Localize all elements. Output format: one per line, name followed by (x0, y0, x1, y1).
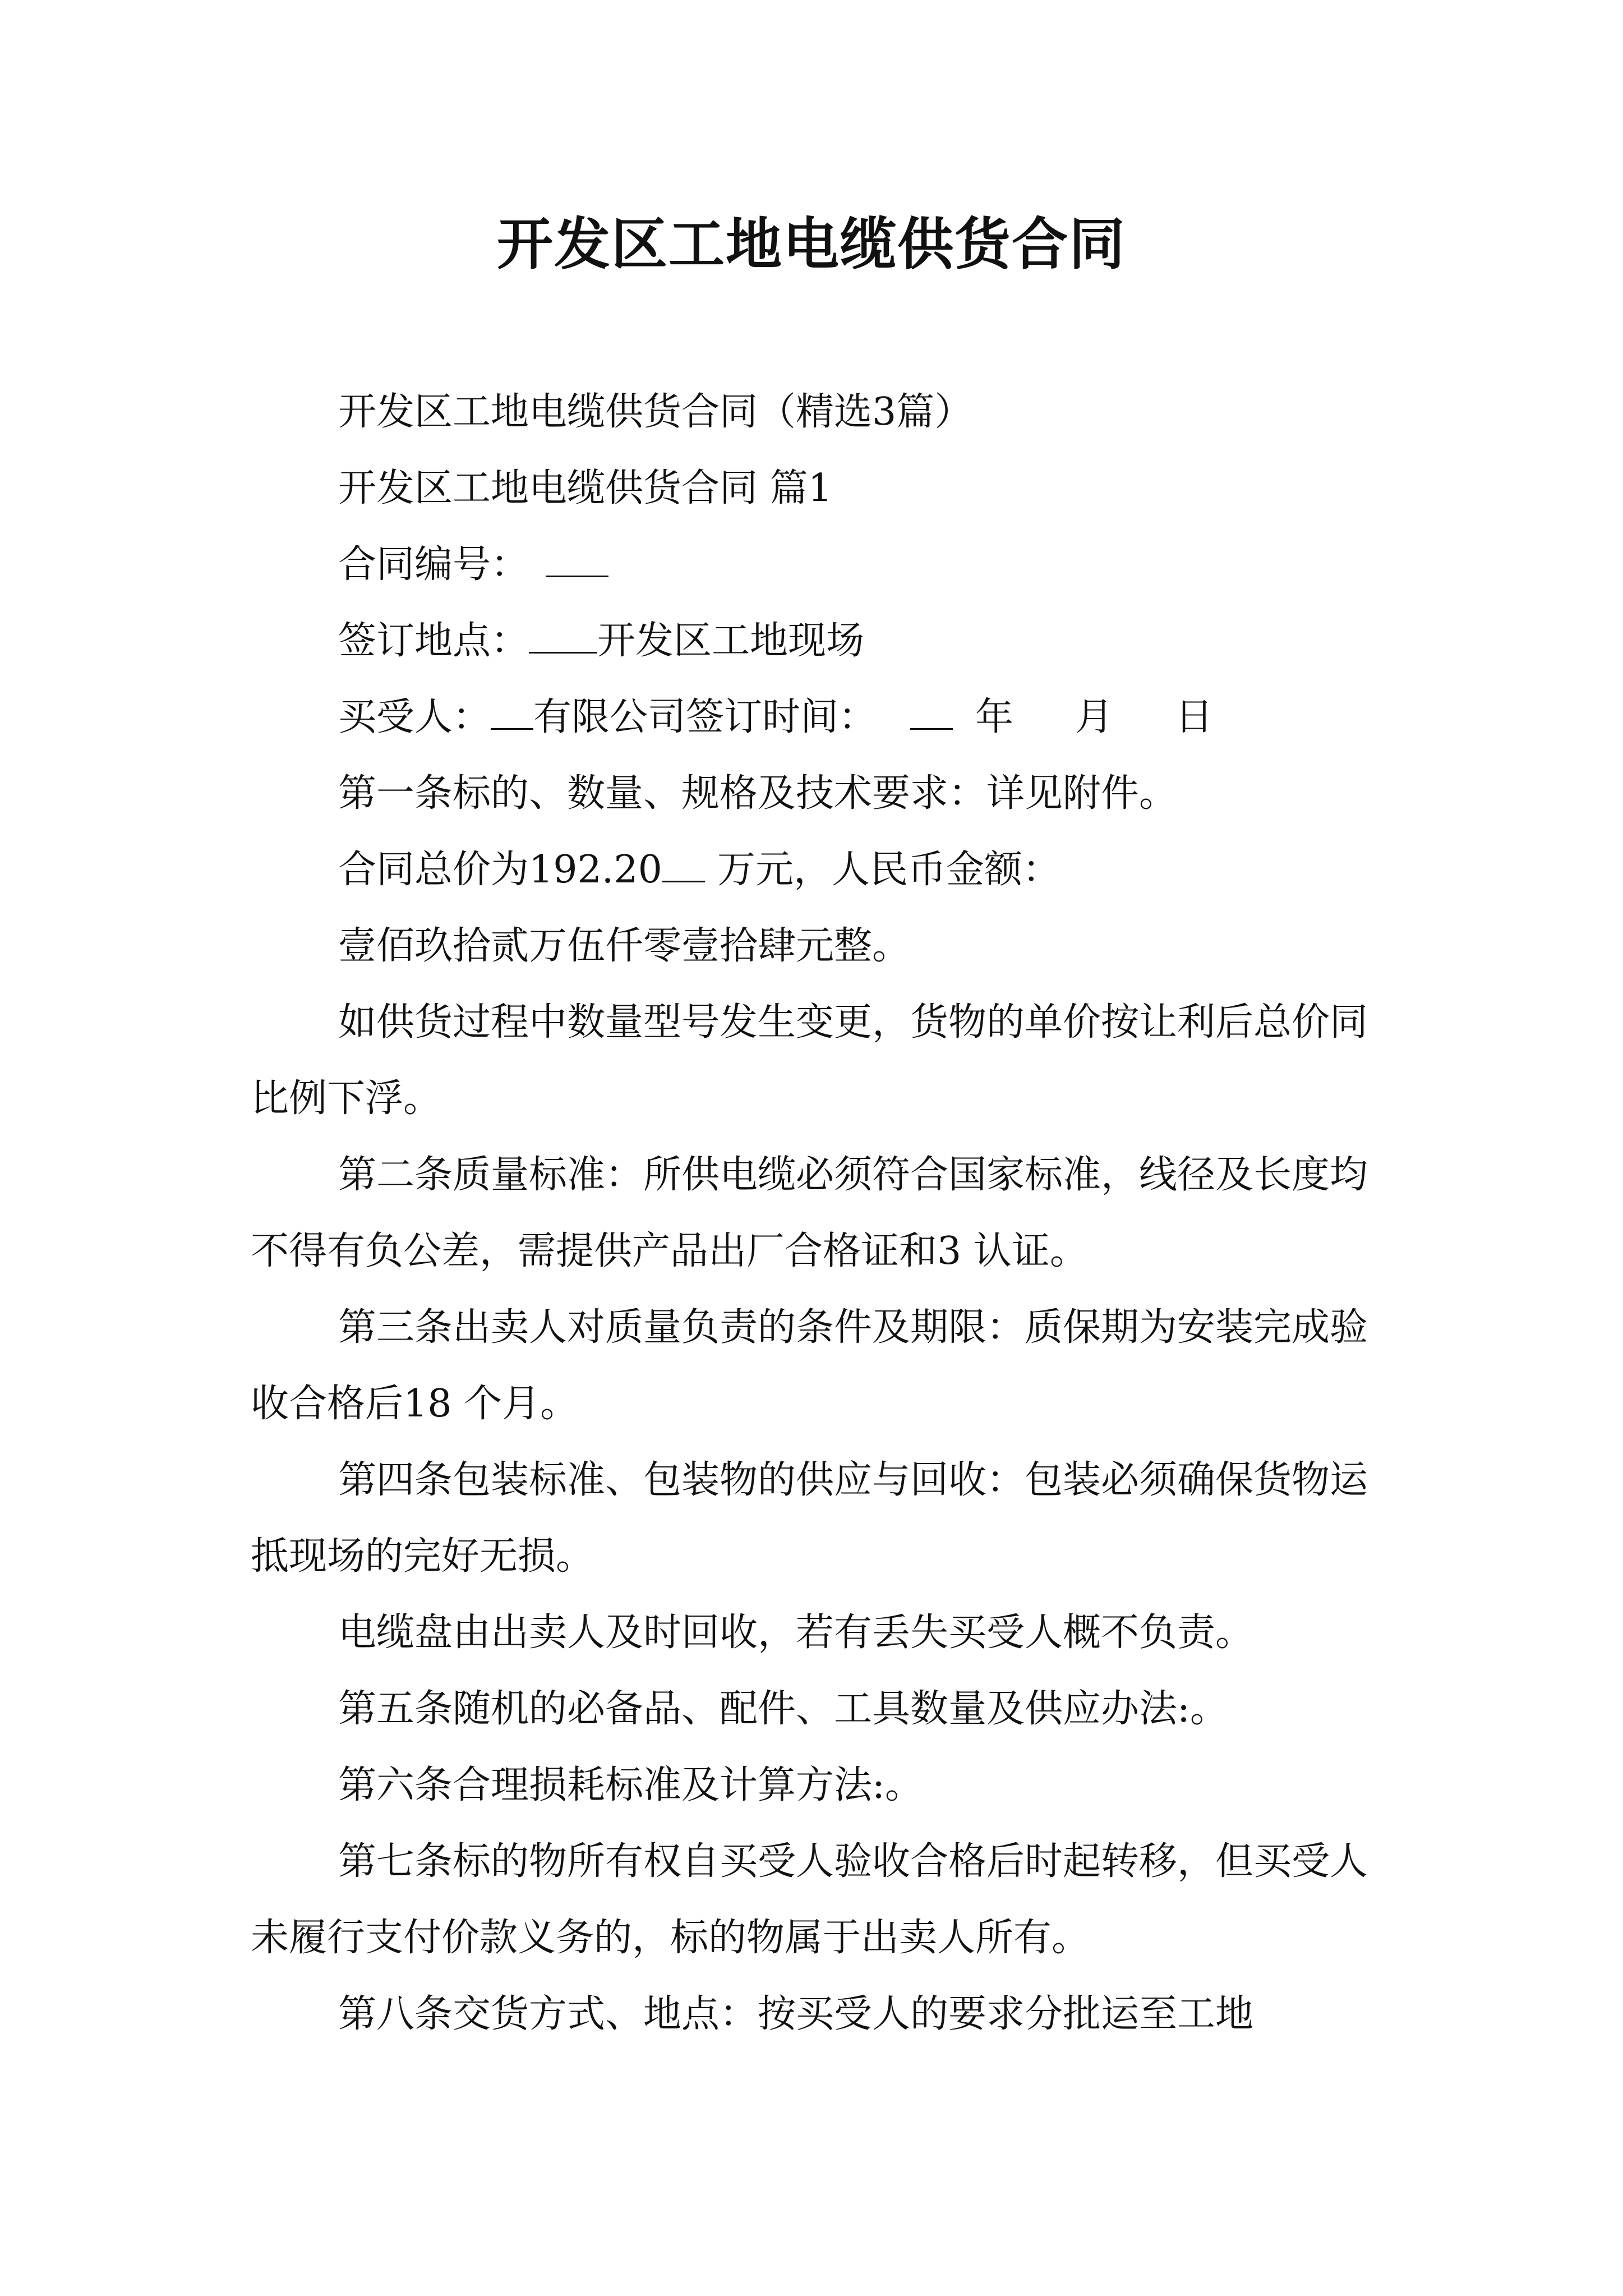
paragraph-article-8: 第八条交货方式、地点：按买受人的要求分批运至工地 (338, 1992, 1254, 2036)
paragraph-article-6: 第六条合理损耗标准及计算方法:。 (338, 1763, 923, 1807)
paragraph-contract-number (251, 527, 1384, 603)
total-price-blank (662, 847, 705, 882)
contract-number-blank (546, 542, 608, 577)
signing-place-value: 开发区工地现场 (597, 619, 865, 663)
paragraph-part-heading: 开发区工地电缆供货合同 篇1 (338, 466, 832, 510)
total-price-unit: 万元，人民币金额： (717, 848, 1061, 892)
paragraph-signing-place (251, 603, 1384, 679)
paragraph-article-1: 第一条标的、数量、规格及技术要求：详见附件。 (338, 771, 1178, 816)
document-title: 开发区工地电缆供货合同 (497, 211, 1126, 277)
paragraph-article-7: 第七条标的物所有权自买受人验收合格后时起转移，但买受人未履行支付价款义务的，标的物属于出卖人所有。 (251, 1839, 1368, 1960)
month-label: 月 (1075, 695, 1114, 739)
paragraph-article-3: 第三条出卖人对质量负责的条件及期限：质保期为安装完成验收合格后18 个月。 (251, 1305, 1368, 1426)
contract-number-label: 合同编号： (338, 542, 529, 587)
sign-date-blank (910, 694, 953, 730)
paragraph-cable-reel: 电缆盘由出卖人及时回收，若有丢失买受人概不负责。 (338, 1611, 1254, 1655)
paragraph-amount-words: 壹佰玖拾贰万伍仟零壹拾肆元整。 (338, 924, 911, 968)
signing-place-label: 签订地点： (338, 619, 529, 663)
paragraph-collection-title: 开发区工地电缆供货合同（精选3篇） (338, 390, 973, 434)
buyer-company-label: 有限公司签订时间： (533, 695, 877, 739)
paragraph-buyer (251, 679, 1384, 756)
paragraph-price-change: 如供货过程中数量型号发生变更，货物的单价按让利后总价同比例下浮。 (251, 1000, 1368, 1121)
signing-place-blank (529, 618, 597, 654)
year-label: 年 (975, 695, 1014, 739)
paragraph-article-5: 第五条随机的必备品、配件、工具数量及供应办法:。 (338, 1687, 1228, 1731)
paragraph-total-price (251, 832, 1384, 908)
total-price-label: 合同总价为192.20 (338, 848, 662, 892)
paragraph-article-4: 第四条包装标准、包装物的供应与回收：包装必须确保货物运抵现场的完好无损。 (251, 1458, 1368, 1579)
buyer-blank (491, 694, 533, 730)
paragraph-article-2: 第二条质量标准：所供电缆必须符合国家标准，线径及长度均不得有负公差，需提供产品出厂合格证和3 认证。 (251, 1153, 1368, 1273)
buyer-label: 买受人： (338, 695, 491, 739)
day-label: 日 (1175, 695, 1214, 739)
document-body (251, 374, 1384, 2053)
